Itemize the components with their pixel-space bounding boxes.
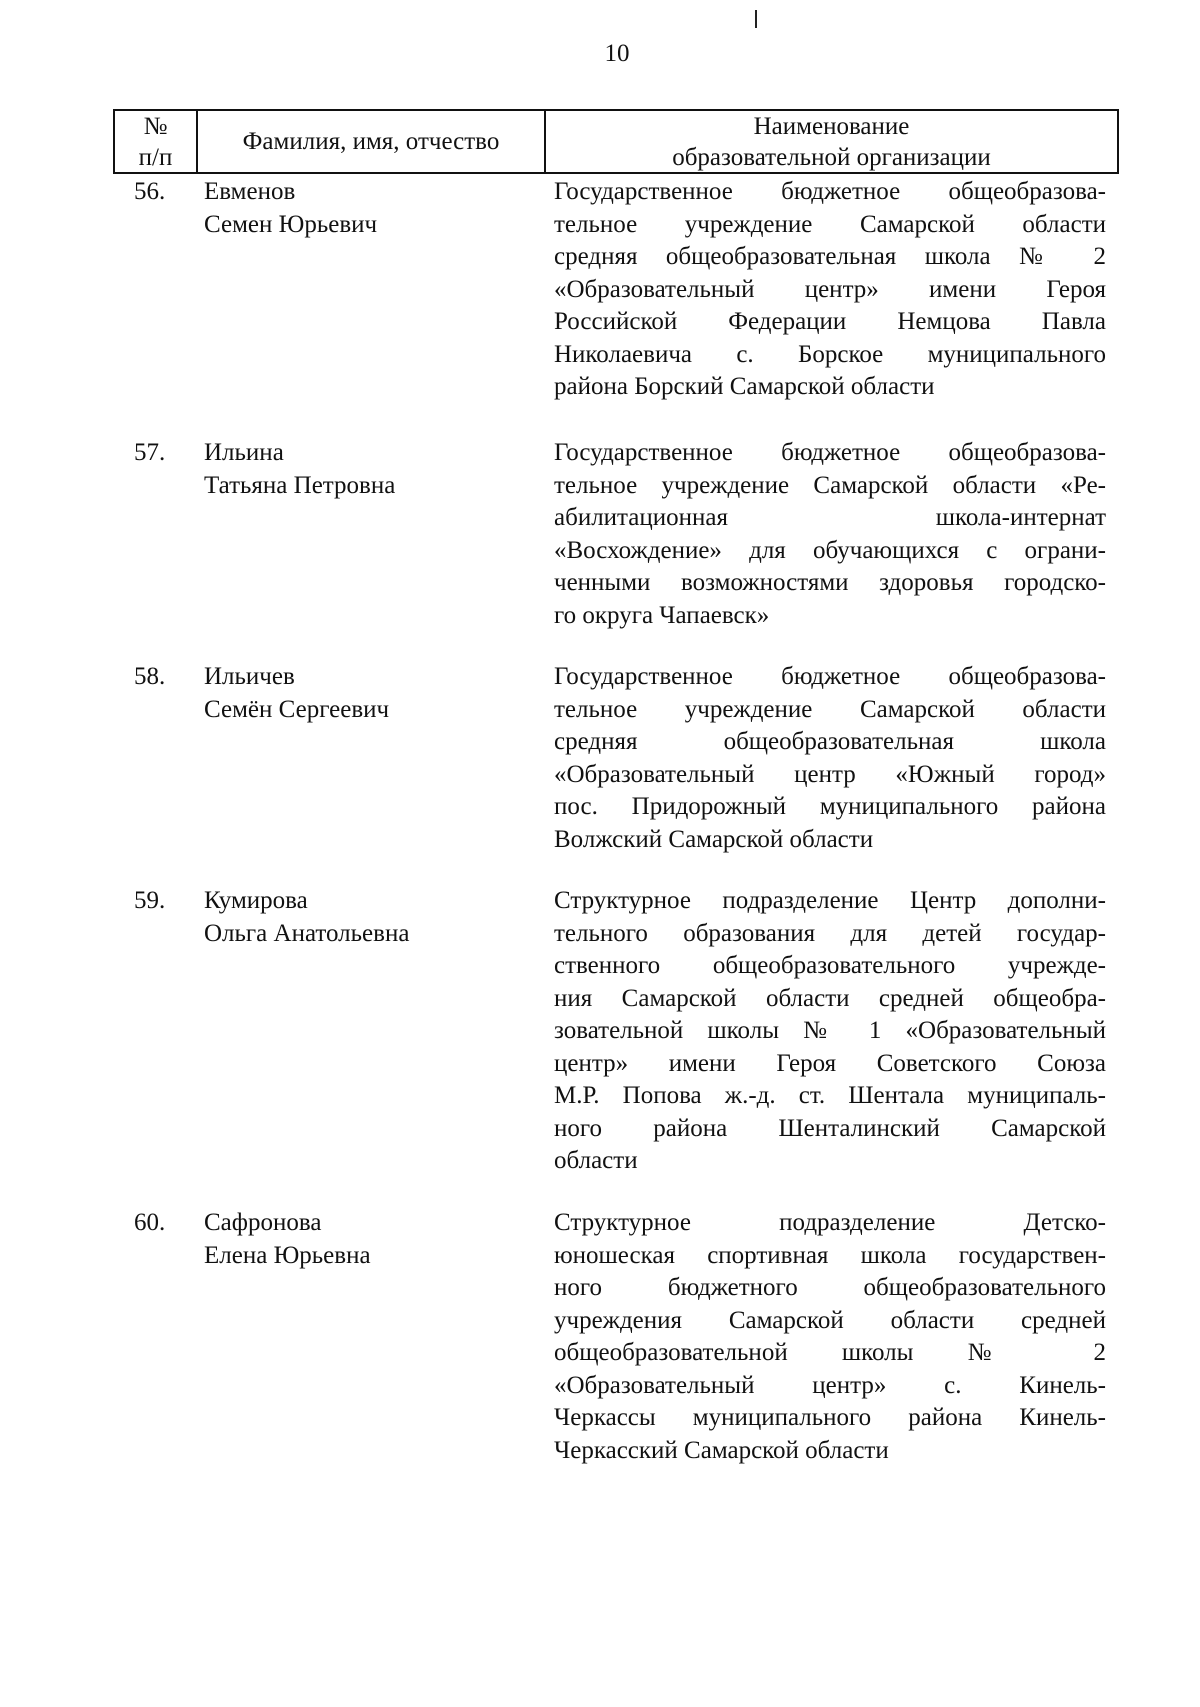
header-organization-line-2: образовательной организации [672, 143, 991, 171]
org-line: Государственное бюджетное общеобразова- [554, 439, 1106, 466]
org-line: общеобразовательной школы № 2 [554, 1339, 1106, 1366]
organization-name [554, 437, 1106, 632]
row-number: 56. [134, 178, 166, 205]
row-number: 59. [134, 887, 166, 914]
org-line: средняя общеобразовательная школа № 2 [554, 243, 1106, 270]
org-line: района Борский Самарской области [554, 373, 935, 400]
org-line: Волжский Самарской области [554, 825, 874, 853]
org-line: средняя общеобразовательная школа [554, 728, 1106, 755]
org-line: ния Самарской области средней общеобра- [554, 984, 1106, 1012]
organization-name [554, 176, 1106, 404]
header-number-symbol: № [143, 112, 168, 140]
person-name [204, 1207, 534, 1272]
header-number-column [115, 111, 198, 172]
org-line: «Образовательный центр» с. Кинель- [554, 1371, 1106, 1399]
org-line: Государственное бюджетное общеобразова- [554, 178, 1106, 205]
org-line: ченными возможностями здоровья городско- [554, 569, 1106, 596]
org-line: тельное учреждение Самарской области [554, 695, 1106, 723]
organization-name [554, 885, 1106, 1178]
organization-name [554, 1207, 1106, 1467]
row-number: 57. [134, 439, 166, 466]
org-line: центр» имени Героя Советского Союза [554, 1049, 1106, 1077]
surname: Ильина [204, 439, 284, 466]
org-line: зовательной школы № 1 «Образовательный [554, 1017, 1106, 1044]
org-line: абилитационная школа-интернат [554, 504, 1106, 531]
org-line: юношеская спортивная школа государствен- [554, 1241, 1106, 1269]
surname: Сафронова [204, 1209, 322, 1236]
page-number: 10 [604, 40, 630, 67]
org-line: тельное учреждение Самарской области [554, 210, 1106, 238]
scan-mark [755, 10, 757, 28]
org-line: «Образовательный центр «Южный город» [554, 760, 1106, 788]
org-line: Структурное подразделение Центр дополни- [554, 887, 1106, 914]
org-line: области [554, 1147, 638, 1174]
person-name [204, 437, 534, 502]
organization-name [554, 661, 1106, 856]
org-line: тельного образования для детей государ- [554, 919, 1106, 947]
org-line: Государственное бюджетное общеобразова- [554, 663, 1106, 690]
person-name [204, 661, 534, 726]
given-names: Семён Сергеевич [204, 695, 390, 723]
org-line: учреждения Самарской области средней [554, 1306, 1106, 1334]
header-organization-line-1: Наименование [753, 112, 910, 140]
surname: Ильичев [204, 663, 295, 690]
surname: Кумирова [204, 887, 308, 914]
person-name [204, 885, 534, 950]
org-line: Российской Федерации Немцова Павла [554, 308, 1106, 335]
org-line: го округа Чапаевск» [554, 601, 770, 629]
header-number-abbrev: п/п [138, 143, 173, 171]
header-organization-column [546, 111, 1117, 172]
org-line: «Образовательный центр» имени Героя [554, 275, 1106, 303]
org-line: Черкасский Самарской области [554, 1436, 889, 1464]
org-line: «Восхождение» для обучающихся с ограни- [554, 536, 1106, 564]
org-line: ного района Шенталинский Самарской [554, 1114, 1106, 1142]
given-names: Семен Юрьевич [204, 210, 378, 238]
given-names: Ольга Анатольевна [204, 919, 410, 947]
row-number: 60. [134, 1209, 166, 1236]
given-names: Татьяна Петровна [204, 471, 396, 499]
header-name-column: Фамилия, имя, отчество [198, 111, 546, 172]
org-line: М.Р. Попова ж.-д. ст. Шентала муниципаль- [554, 1082, 1106, 1109]
surname: Евменов [204, 178, 296, 205]
row-number: 58. [134, 663, 166, 690]
person-name [204, 176, 534, 241]
given-names: Елена Юрьевна [204, 1241, 371, 1269]
org-line: ственного общеобразовательного учрежде- [554, 952, 1106, 979]
table-header [113, 109, 1119, 174]
org-line: тельное учреждение Самарской области «Ре- [554, 471, 1106, 499]
org-line: Николаевича с. Борское муниципального [554, 340, 1106, 368]
org-line: Структурное подразделение Детско- [554, 1209, 1106, 1236]
org-line: ного бюджетного общеобразовательного [554, 1274, 1106, 1301]
org-line: пос. Придорожный муниципального района [554, 793, 1106, 820]
org-line: Черкассы муниципального района Кинель- [554, 1404, 1106, 1431]
